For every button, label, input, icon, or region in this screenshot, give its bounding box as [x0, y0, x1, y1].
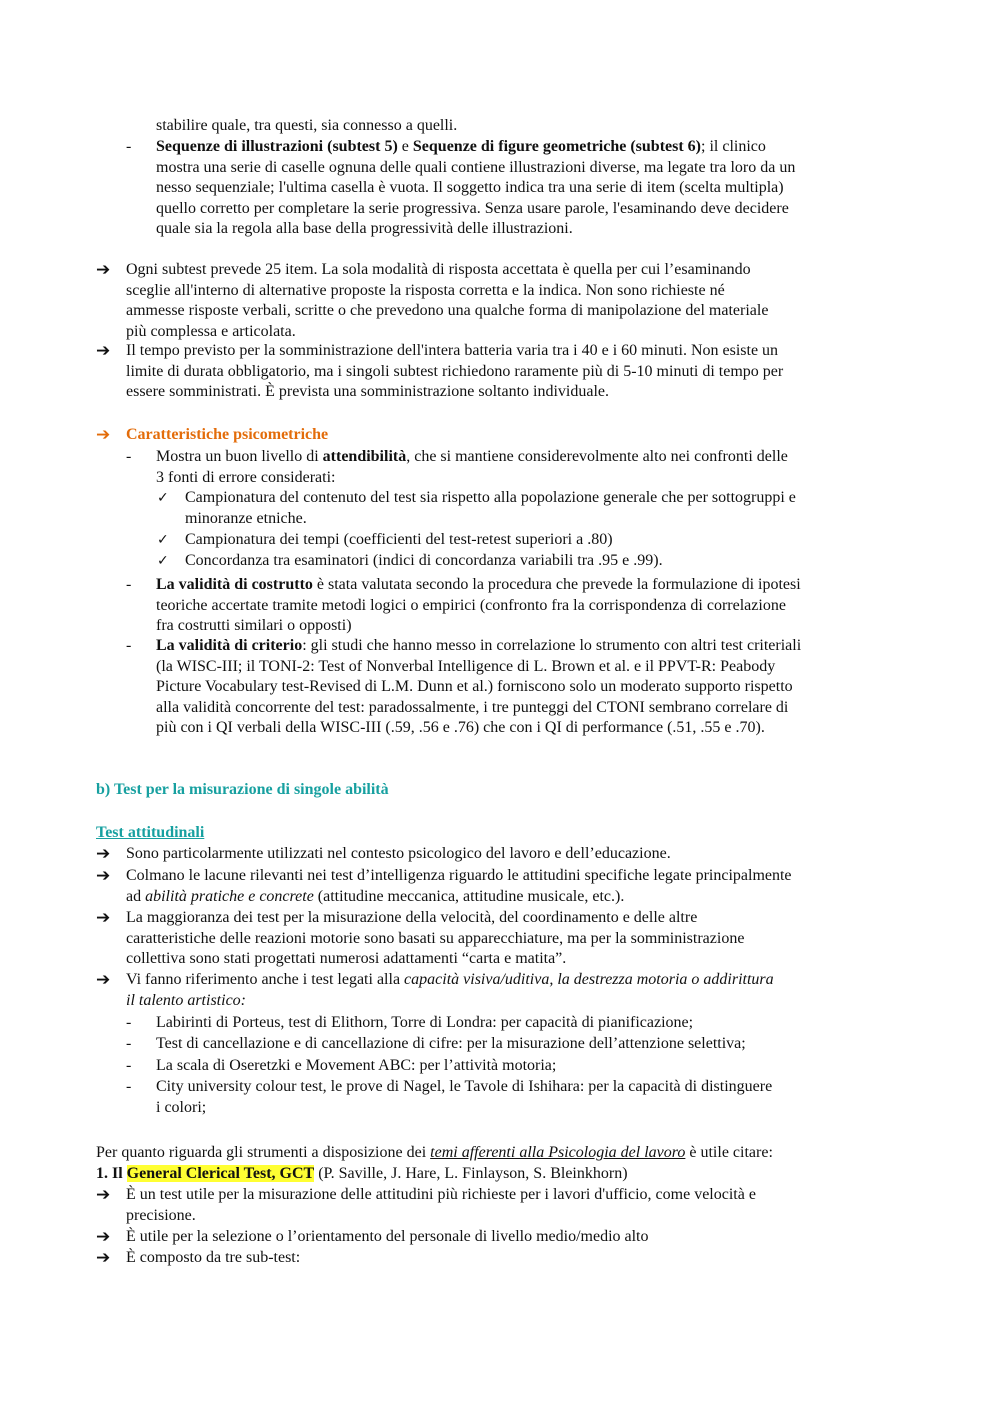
gct-highlight: General Clerical Test, GCT — [126, 1165, 315, 1182]
attitudinal-item-3: La maggioranza dei test per la misurazione della velocità, del coordinamento e delle altre caratteristiche delle reazioni motorie sono basati su apparecchiature, ma per la somministrazione collettiva sono stati progettati numerosi adattamenti “carta e matita”. — [126, 909, 745, 967]
attitudinal-heading: Test attitudinali — [96, 824, 205, 841]
dash-bullet: - — [126, 1035, 132, 1052]
attitudinal-item-2: Colmano le lacune rilevanti nei test d’intelligenza riguardo le attitudini specifiche legate principalmente ad abilità pratiche e concrete (attitudine meccanica, attitudine musicale, etc.). — [126, 867, 792, 905]
arrow-bullet-icon: ➔ — [96, 1227, 111, 1247]
check-icon: ✓ — [157, 532, 169, 548]
gct-item-3: È composto da tre sub-test: — [126, 1249, 301, 1266]
construct-validity-paragraph: La validità di costrutto è stata valutata secondo la procedura che prevede la formulazione di ipotesi teoriche accertate tramite metodi logici o empirici (confronto fra la corrispondenza di correlazione fra costrutti similari o opposti) — [156, 576, 801, 634]
continuation-text: stabilire quale, tra questi, sia connesso a quelli. — [156, 117, 458, 134]
arrow-bullet-icon: ➔ — [96, 1185, 111, 1205]
arrow-bullet-icon: ➔ — [96, 260, 111, 280]
criterion-validity-paragraph: La validità di criterio: gli studi che hanno messo in correlazione lo strumento con altri test criteriali (la WISC-III; il TONI-2: Test of Nonverbal Intelligence di L. Brown et al. e il PPVT-R: Peabody Picture Vocabulary test-Revised di L.M. Dunn et al.) forniscono solo un moderato supporto rispetto alla validità concorrente del test: paradossalmente, i tre punteggi del CTONI sembrano correlare di più con i QI verbali della WISC-III (.59, .56 e .76) che con i QI di performance (.51, .55 e .70). — [156, 637, 802, 736]
attitudinal-item-4: Vi fanno riferimento anche i test legati alla capacità visiva/uditiva, la destrezza motoria o addirittura il talento artistico: — [126, 971, 774, 1009]
check-item-content: Campionatura del contenuto del test sia rispetto alla popolazione generale che per sottogruppi e minoranze etniche. — [185, 489, 796, 527]
gct-heading: 1. Il General Clerical Test, GCT (P. Saville, J. Hare, L. Finlayson, S. Bleinkhorn) — [96, 1165, 628, 1182]
dash-bullet: - — [126, 448, 132, 465]
psychometric-heading: Caratteristiche psicometriche — [126, 426, 329, 443]
sequences-paragraph: Sequenze di illustrazioni (subtest 5) e Sequenze di figure geometriche (subtest 6); il clinico mostra una serie di caselle ognuna delle quali contiene illustrazioni diverse, ma legate tra loro da un nesso sequenziale; l'ultima casella è vuota. Il soggetto indica tra una serie di item (scelta multipla) quello corretto per completare la serie progressiva. Senza usare parole, l'esaminando deve decidere quale sia la regola alla base della progressività delle illustrazioni. — [156, 138, 796, 237]
reliability-paragraph: Mostra un buon livello di attendibilità, che si mantiene considerevolmente alto nei confronti delle 3 fonti di errore considerati: — [156, 448, 788, 486]
arrow-bullet-icon: ➔ — [96, 970, 111, 990]
check-item-times: Campionatura dei tempi (coefficienti del test-retest superiori a .80) — [185, 531, 613, 548]
sub-item-planning: Labirinti di Porteus, test di Elithorn, Torre di Londra: per capacità di pianificazione; — [156, 1014, 694, 1031]
arrow-bullet-icon: ➔ — [96, 425, 111, 445]
check-icon: ✓ — [157, 490, 169, 506]
gct-item-1: È un test utile per la misurazione delle attitudini più richieste per i lavori d'ufficio, come velocità e precisione. — [126, 1186, 756, 1224]
dash-bullet: - — [126, 138, 132, 155]
dash-bullet: - — [126, 1057, 132, 1074]
work-intro: Per quanto riguarda gli strumenti a disposizione dei temi afferenti alla Psicologia del lavoro è utile citare: — [96, 1144, 773, 1161]
sub-item-motor: La scala di Oseretzki e Movement ABC: per l’attività motoria; — [156, 1057, 557, 1074]
time-paragraph: Il tempo previsto per la somministrazione dell'intera batteria varia tra i 40 e i 60 minuti. Non esiste un limite di durata obbligatorio, ma i singoli subtest richiedono raramente più di 5-10 minuti di tempo per essere somministrati. È prevista una somministrazione soltanto individuale. — [126, 342, 784, 400]
arrow-bullet-icon: ➔ — [96, 844, 111, 864]
sub-item-attention: Test di cancellazione e di cancellazione di cifre: per la misurazione dell’attenzione selettiva; — [156, 1035, 746, 1052]
attitudinal-item-1: Sono particolarmente utilizzati nel contesto psicologico del lavoro e dell’educazione. — [126, 845, 671, 862]
check-item-examiners: Concordanza tra esaminatori (indici di concordanza variabili tra .95 e .99). — [185, 552, 663, 569]
dash-bullet: - — [126, 637, 132, 654]
dash-bullet: - — [126, 1014, 132, 1031]
arrow-bullet-icon: ➔ — [96, 866, 111, 886]
arrow-bullet-icon: ➔ — [96, 1248, 111, 1268]
dash-bullet: - — [126, 576, 132, 593]
dash-bullet: - — [126, 1078, 132, 1095]
arrow-bullet-icon: ➔ — [96, 341, 111, 361]
items-paragraph: Ogni subtest prevede 25 item. La sola modalità di risposta accettata è quella per cui l’esaminando sceglie all'interno di alternative proposte la risposta corretta e la indica. Non sono richieste né ammesse risposte verbali, scritte o che prevedono una qualche forma di manipolazione del materiale più complessa e articolata. — [126, 261, 769, 340]
sub-item-colours: City university colour test, le prove di Nagel, le Tavole di Ishihara: per la capacità di distinguere i colori; — [156, 1078, 773, 1116]
section-b-heading: b) Test per la misurazione di singole abilità — [96, 781, 389, 798]
gct-item-2: È utile per la selezione o l’orientamento del personale di livello medio/medio alto — [126, 1228, 649, 1245]
arrow-bullet-icon: ➔ — [96, 908, 111, 928]
check-icon: ✓ — [157, 553, 169, 569]
